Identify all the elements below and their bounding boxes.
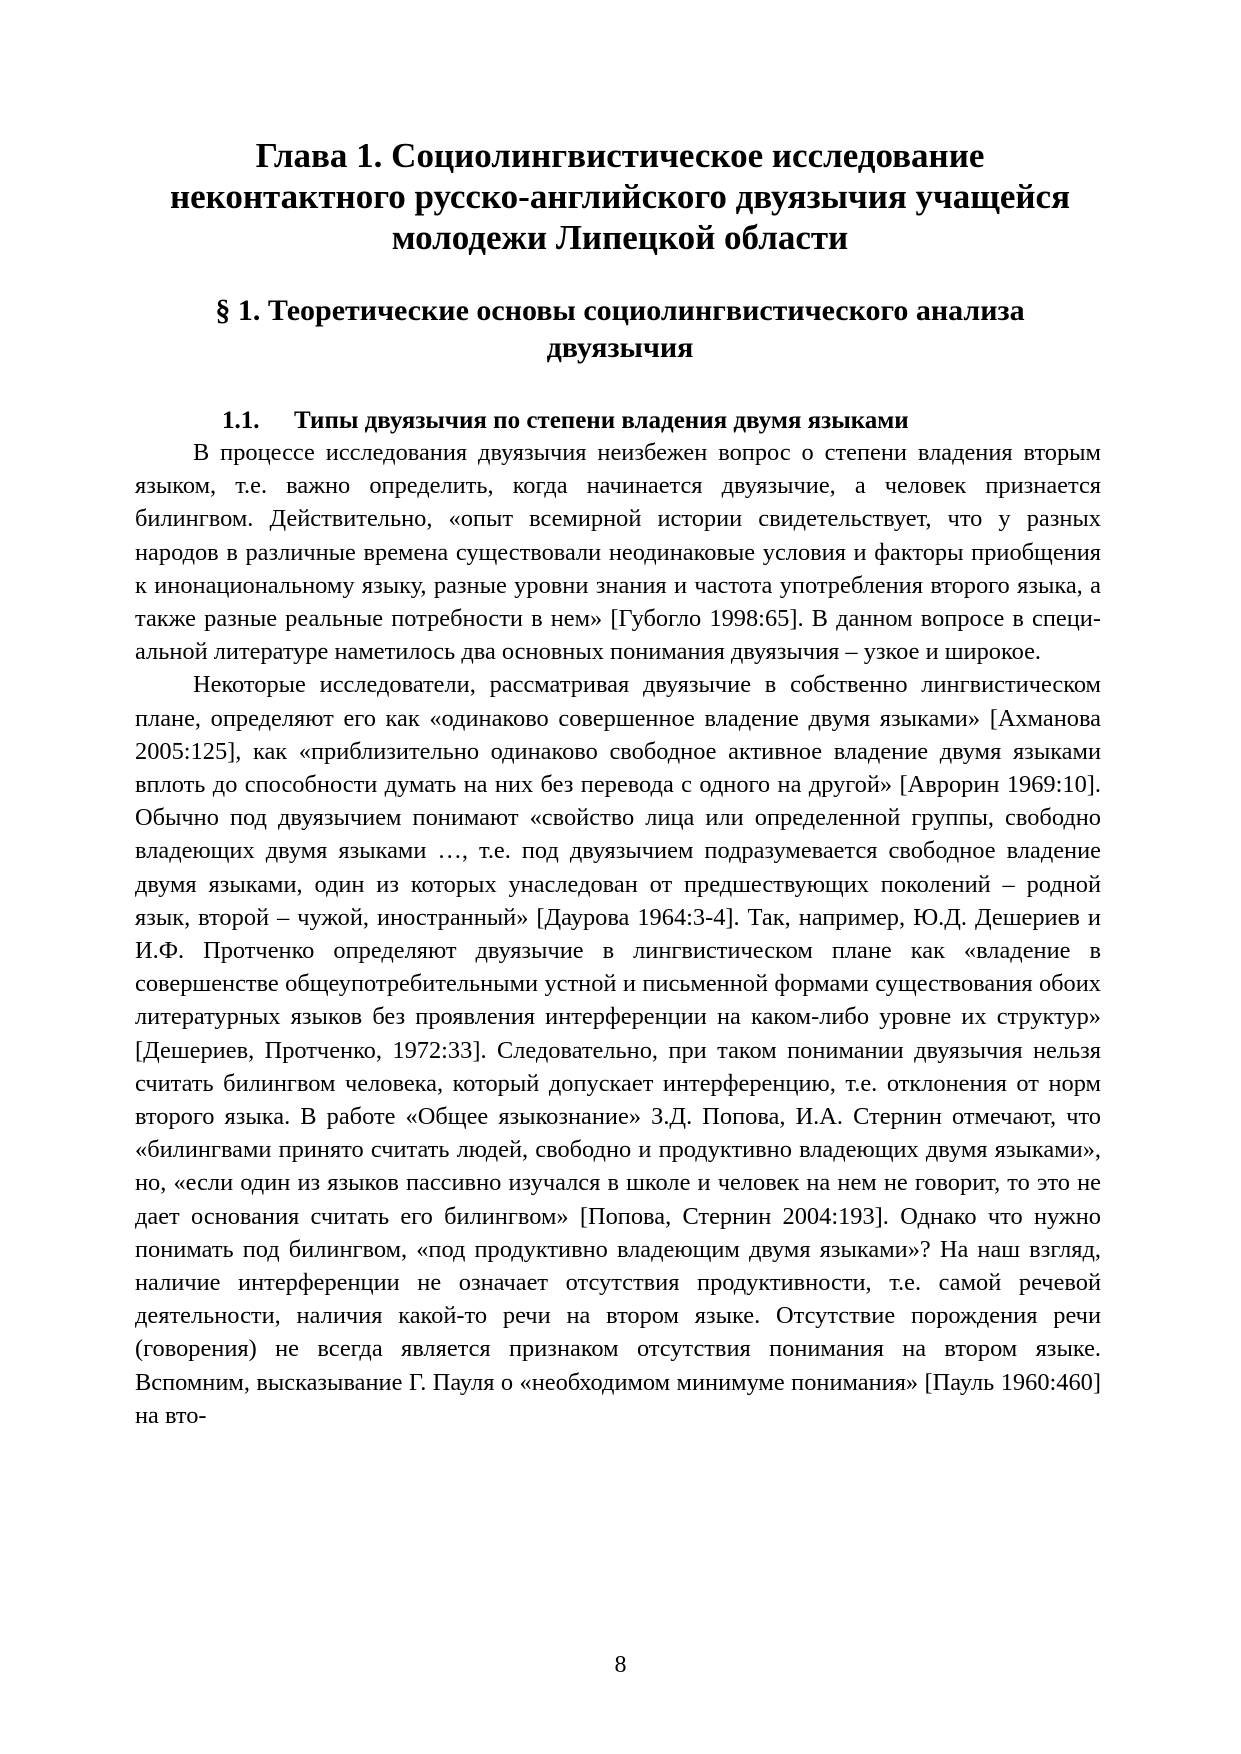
page-number: 8 <box>614 1652 627 1678</box>
paragraph-2: Некоторые исследователи, рассматривая двуязычие в собственно лингвистическом плане, определяют его как «одинаково совершенное владение двумя языками» [Ахманова 2005:125], как «приблизительно одинаково свободное активное владение двумя языками вплоть до способности думать на них без перевода с одного на другой» [Аврорин 1969:10]. Обычно под двуязычием понимают «свойство лица или определенной группы, свободно владеющих двумя языками …, т.е. под двуязычием подразумевается свободное владение двумя языками, один из которых унаследован от предшествующих поколений – родной язык, второй – чужой, иностранный» [Даурова 1964:3-4]. Так, например, Ю.Д. Дешериев и И.Ф. Протченко определяют двуязычие в лингвистическом плане как «владение в совершенстве общеупотребительными устной и письменной формами существования обоих литературных языков без проявления интерференции на каком-либо уровне их структур» [Дешериев, Протченко, 1972:33]. Следовательно, при таком понимании двуязычия нельзя считать билингвом человека, который допускает интерференцию, т.е. отклонения от норм второго языка. В работе «Общее языкознание» З.Д. Попова, И.А. Стернин отмечают, что «билингвами принято считать людей, свободно и продуктивно владеющих двумя языками», но, «если один из языков пассивно изучался в школе и человек на нем не говорит, то это не дает основания считать его билингвом» [Попова, Стернин 2004:193]. Однако что нужно понимать под билингвом, «под продуктивно владеющим двумя языками»? На наш взгляд, наличие интерференции не означает отсутствия продуктивности, т.е. самой речевой деятельности, наличия какой-то речи на втором языке. Отсутствие порождения речи (говорения) не всегда является признаком отсутствия понимания на втором языке. Вспомним, высказывание Г. Пауля о «необходимом минимуме понимания» [Пауль 1960:460] на вто- <box>135 671 1101 1429</box>
paragraph-1: В процессе исследования двуязычия неизбежен вопрос о степени владения вторым языком, т.е. важно определить, когда начинается двуязычие, а человек признается билингвом. Действительно, «опыт всемирной истории свидетельствует, что у разных народов в различные времена существовали неодинаковые условия и факторы приобщения к инонациональному языку, разные уровни знания и частота употребления второго языка, а также разные реальные потребности в нем» [Губогло 1998:65]. В данном вопросе в специальной литературе наметилось два основных понимания двуязычия – узкое и широкое. <box>135 439 1101 666</box>
subsection-heading <box>222 404 1122 438</box>
subsection-number: 1.1. <box>222 407 260 434</box>
body-text <box>135 436 1101 1432</box>
chapter-title: Глава 1. Социолингвистическое исследование неконтактного русско-английского двуязычия учащейся молодежи Липецкой области <box>169 136 1071 257</box>
subsection-title: Типы двуязычия по степени владения двумя языками <box>294 407 909 434</box>
section-title: § 1. Теоретические основы социолингвистического анализа двуязычия <box>215 294 1025 364</box>
